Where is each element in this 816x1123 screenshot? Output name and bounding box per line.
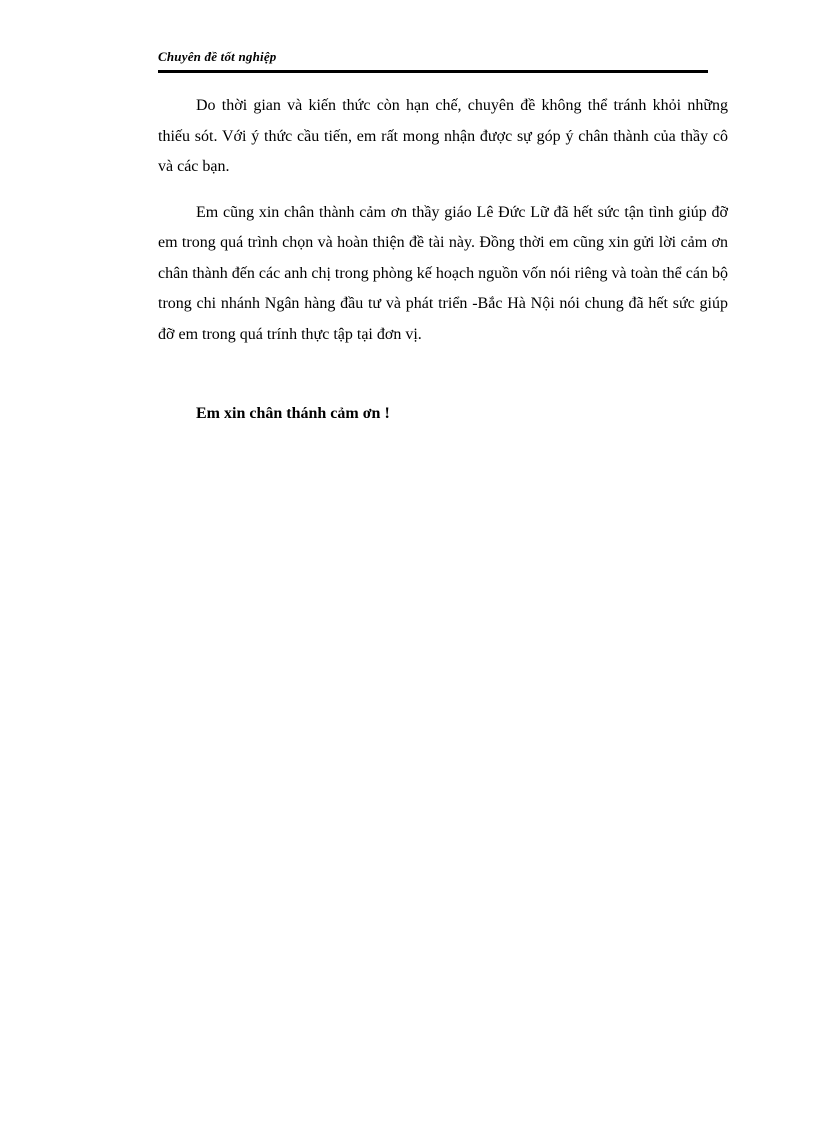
paragraph-acknowledgement: Em cũng xin chân thành cảm ơn thầy giáo Lê Đức Lữ đã hết sức tận tình giúp đỡ em trong quá trình chọn và hoàn thiện đề tài này. Đồng thời em cũng xin gửi lời cảm ơn chân thành đến các anh chị trong phòng kế hoạch nguồn vốn nói riêng và toàn thể cán bộ trong chi nhánh Ngân hàng đầu tư và phát triển -Bắc Hà Nội nói chung đã hết sức giúp đỡ em trong quá trính thực tập tại đơn vị. [158, 203, 728, 343]
closing-thanks: Em xin chân thánh cảm ơn ! [196, 405, 390, 422]
header-title: Chuyên đề tốt nghiệp [158, 49, 277, 64]
body-text [158, 91, 728, 365]
paragraph-limitations: Do thời gian và kiến thức còn hạn chế, chuyên đề không thể tránh khỏi những thiếu sót. Với ý thức cầu tiến, em rất mong nhận được sự góp ý chân thành của thầy cô và các bạn. [158, 97, 728, 175]
page-header [158, 48, 708, 73]
